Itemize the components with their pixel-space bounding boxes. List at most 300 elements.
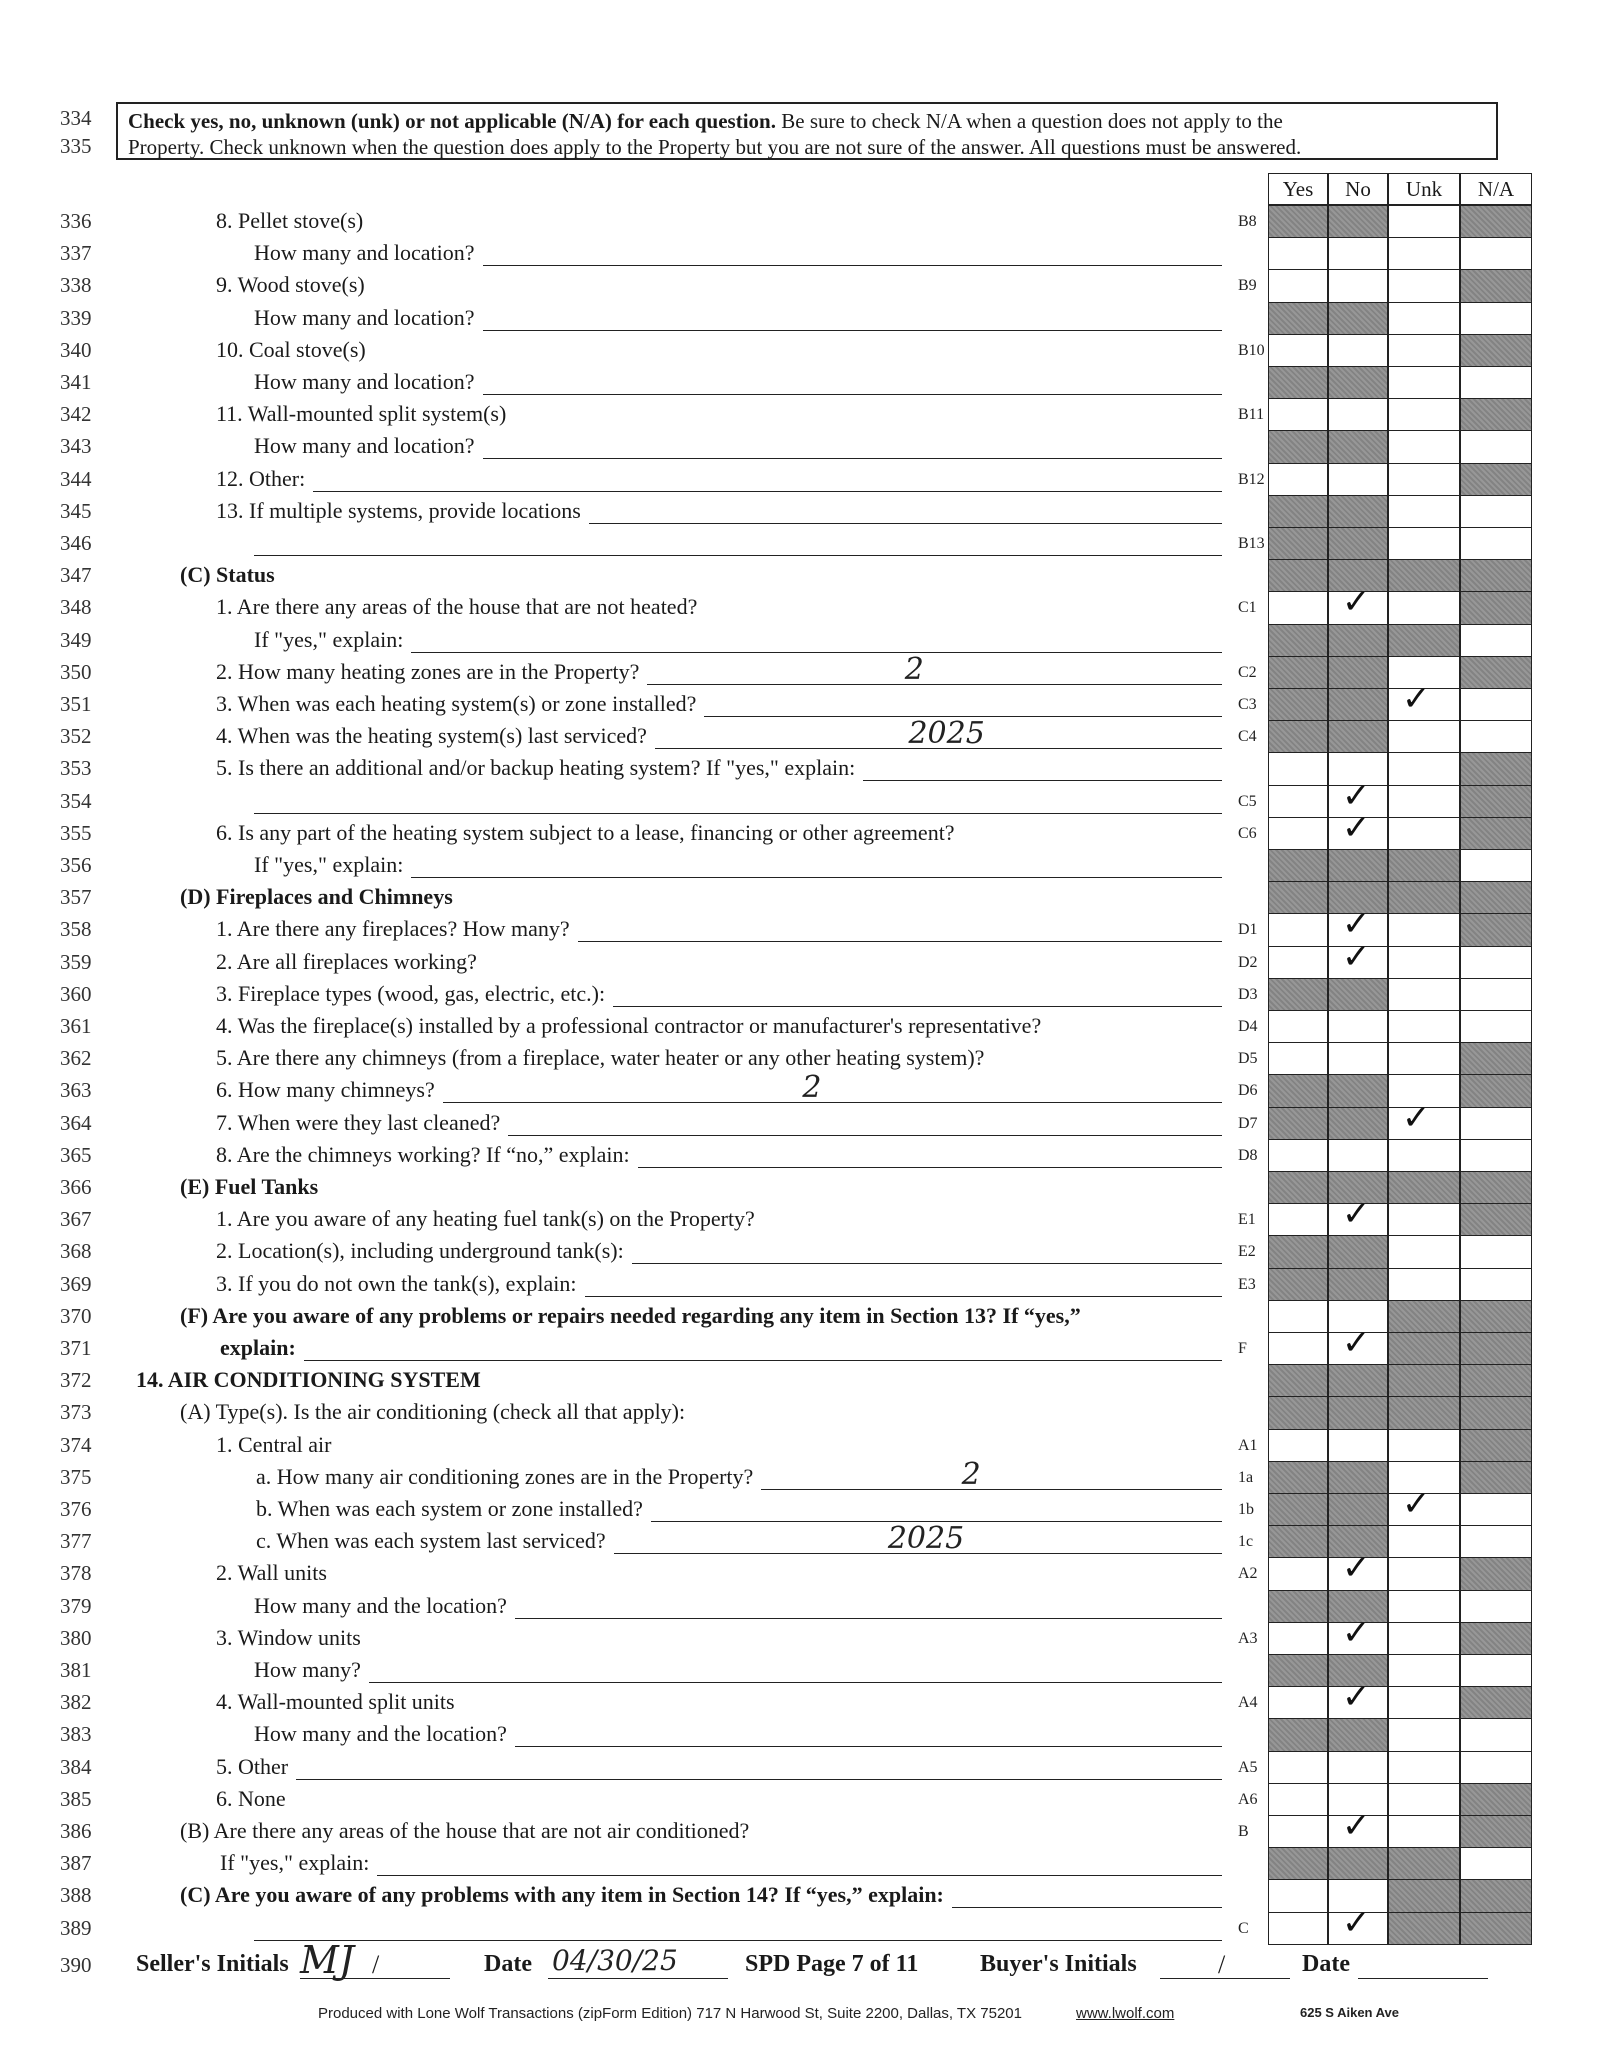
checkbox-unk-373 <box>1388 1396 1460 1429</box>
checkbox-unk-343[interactable] <box>1388 430 1460 463</box>
checkbox-no-362[interactable] <box>1328 1042 1388 1075</box>
checkbox-unk-361[interactable] <box>1388 1010 1460 1043</box>
instructions-rest: Be sure to check N/A when a question does not apply to the <box>776 109 1283 133</box>
item-code: A3 <box>1238 1629 1258 1647</box>
line-number: 383 <box>60 1722 92 1747</box>
checkbox-no-374[interactable] <box>1328 1429 1388 1462</box>
checkbox-yes-342[interactable] <box>1268 398 1328 431</box>
checkbox-unk-369[interactable] <box>1388 1268 1460 1301</box>
checkbox-yes-371[interactable] <box>1268 1332 1328 1365</box>
checkbox-unk-338[interactable] <box>1388 269 1460 302</box>
property-address: 625 S Aiken Ave <box>1300 2005 1399 2020</box>
line-number: 373 <box>60 1400 92 1425</box>
checkbox-na-339[interactable] <box>1460 302 1532 335</box>
checkbox-unk-352[interactable] <box>1388 720 1460 753</box>
checkbox-na-387[interactable] <box>1460 1847 1532 1880</box>
seller-date-line[interactable] <box>548 1978 728 1979</box>
line-number: 369 <box>60 1271 92 1296</box>
checkbox-unk-368[interactable] <box>1388 1235 1460 1268</box>
checkbox-no-346 <box>1328 527 1388 560</box>
checkbox-unk-348[interactable] <box>1388 591 1460 624</box>
line-number: 390 <box>60 1953 92 1977</box>
checkbox-no-360 <box>1328 978 1388 1011</box>
line-number: 357 <box>60 885 92 910</box>
checkbox-unk-344[interactable] <box>1388 463 1460 496</box>
checkbox-yes-375 <box>1268 1461 1328 1494</box>
answer-line[interactable] <box>304 1360 1222 1361</box>
checkbox-na-385 <box>1460 1783 1532 1816</box>
answer-line[interactable] <box>483 330 1222 331</box>
checkbox-yes-389[interactable] <box>1268 1912 1328 1945</box>
checkbox-yes-344[interactable] <box>1268 463 1328 496</box>
checkbox-unk-377[interactable] <box>1388 1525 1460 1558</box>
line-number: 362 <box>60 1046 92 1071</box>
checkbox-yes-380[interactable] <box>1268 1622 1328 1655</box>
item-code: 1a <box>1238 1468 1254 1486</box>
checkbox-yes-354[interactable] <box>1268 785 1328 818</box>
buyer-date-line[interactable] <box>1358 1978 1488 1979</box>
checkbox-na-368[interactable] <box>1460 1235 1532 1268</box>
question-text: If "yes," explain: <box>254 626 404 652</box>
line-number: 355 <box>60 820 92 845</box>
answer-line[interactable] <box>296 1779 1222 1780</box>
question-text: 2. Wall units <box>216 1560 327 1586</box>
item-code: C3 <box>1238 696 1257 713</box>
checkbox-unk-386[interactable] <box>1388 1815 1460 1848</box>
checkbox-yes-337[interactable] <box>1268 237 1328 270</box>
answer-line[interactable] <box>952 1907 1222 1908</box>
checkbox-yes-350 <box>1268 656 1328 689</box>
checkbox-unk-353[interactable] <box>1388 752 1460 785</box>
checkbox-no-344[interactable] <box>1328 463 1388 496</box>
produced-with-text: Produced with Lone Wolf Transactions (zipForm Edition) 717 N Harwood St, Suite 2200, Dallas, TX 75201 <box>318 2005 1022 2022</box>
checkbox-na-346[interactable] <box>1460 527 1532 560</box>
checkbox-na-375 <box>1460 1461 1532 1494</box>
line-number: 338 <box>60 273 92 298</box>
answer-line[interactable] <box>647 684 1222 685</box>
checkbox-yes-355[interactable] <box>1268 817 1328 850</box>
checkbox-yes-358[interactable] <box>1268 913 1328 946</box>
checkbox-yes-374[interactable] <box>1268 1429 1328 1462</box>
answer-line[interactable] <box>863 780 1222 781</box>
checkbox-yes-366 <box>1268 1171 1328 1204</box>
checkbox-na-351[interactable] <box>1460 688 1532 721</box>
checkbox-no-342[interactable] <box>1328 398 1388 431</box>
answer-line[interactable] <box>411 652 1222 653</box>
line-number: 339 <box>60 305 92 330</box>
line-number: 379 <box>60 1593 92 1618</box>
line-number: 384 <box>60 1754 92 1779</box>
checkbox-unk-379[interactable] <box>1388 1590 1460 1623</box>
checkbox-unk-365[interactable] <box>1388 1139 1460 1172</box>
line-number: 368 <box>60 1239 92 1264</box>
item-code: D1 <box>1238 921 1258 939</box>
question-text: (C) Status <box>180 562 275 588</box>
checkbox-na-336 <box>1460 205 1532 238</box>
checkbox-unk-360[interactable] <box>1388 978 1460 1011</box>
handwritten-answer: 2 <box>802 1070 822 1106</box>
question-text: 1. Are there any areas of the house that are not heated? <box>216 594 698 620</box>
item-code: A6 <box>1238 1790 1258 1808</box>
checkbox-unk-349 <box>1388 624 1460 657</box>
line-number: 359 <box>60 949 92 974</box>
question-text: 4. Wall-mounted split units <box>216 1689 455 1715</box>
check-mark-icon: ✓ <box>1402 1097 1431 1138</box>
answer-line[interactable] <box>369 1682 1222 1683</box>
question-text: How many and the location? <box>254 1721 507 1747</box>
item-code: A2 <box>1238 1565 1258 1583</box>
answer-line[interactable] <box>411 877 1222 878</box>
item-code: C5 <box>1238 792 1257 810</box>
line-number: 386 <box>60 1819 92 1843</box>
checkbox-unk-362[interactable] <box>1388 1042 1460 1075</box>
checkbox-na-388 <box>1460 1879 1532 1912</box>
checkbox-no-375 <box>1328 1461 1388 1494</box>
checkbox-na-357 <box>1460 881 1532 914</box>
item-code: C2 <box>1238 663 1257 681</box>
checkbox-yes-339 <box>1268 302 1328 335</box>
check-mark-icon: ✓ <box>1402 1484 1431 1524</box>
checkbox-na-344 <box>1460 463 1532 496</box>
question-text: 9. Wood stove(s) <box>216 272 365 298</box>
check-mark-icon: ✓ <box>1342 1323 1371 1363</box>
answer-line[interactable] <box>638 1167 1222 1168</box>
question-text: 6. None <box>216 1785 286 1811</box>
question-text: 3. If you do not own the tank(s), explain: <box>216 1270 577 1296</box>
buyer-date-label: Date <box>1302 1951 1350 1977</box>
checkbox-na-349[interactable] <box>1460 624 1532 657</box>
checkbox-no-373 <box>1328 1396 1388 1429</box>
checkbox-unk-371 <box>1388 1332 1460 1365</box>
checkbox-unk-336[interactable] <box>1388 205 1460 238</box>
checkbox-na-378 <box>1460 1557 1532 1590</box>
checkbox-unk-341[interactable] <box>1388 366 1460 399</box>
item-code: B9 <box>1238 277 1257 295</box>
checkbox-yes-347 <box>1268 559 1328 592</box>
checkbox-no-368 <box>1328 1235 1388 1268</box>
checkbox-no-372 <box>1328 1364 1388 1397</box>
check-mark-icon: ✓ <box>1402 679 1431 719</box>
question-text: 10. Coal stove(s) <box>216 336 366 362</box>
line-number: 349 <box>60 627 92 652</box>
column-header-na: N/A <box>1460 173 1532 205</box>
checkbox-yes-352 <box>1268 720 1328 753</box>
checkbox-na-384[interactable] <box>1460 1751 1532 1784</box>
seller-date-value: 04/30/25 <box>552 1944 678 1977</box>
handwritten-answer: 2025 <box>887 1521 965 1557</box>
checkbox-unk-374[interactable] <box>1388 1429 1460 1462</box>
answer-line[interactable] <box>483 265 1222 266</box>
line-number: 345 <box>60 498 92 523</box>
checkbox-yes-336 <box>1268 205 1328 238</box>
question-text: 5. Are there any chimneys (from a fireplace, water heater or any other heating system)? <box>216 1045 985 1071</box>
item-code: E1 <box>1238 1211 1256 1229</box>
checkbox-na-381[interactable] <box>1460 1654 1532 1687</box>
checkbox-no-364 <box>1328 1107 1388 1140</box>
question-text: How many and location? <box>254 369 475 394</box>
item-code: B12 <box>1238 470 1265 488</box>
answer-line[interactable] <box>613 1006 1222 1007</box>
checkbox-yes-384[interactable] <box>1268 1751 1328 1784</box>
instructions-box <box>116 102 1498 160</box>
question-text: c. When was each system last serviced? <box>256 1528 606 1554</box>
line-number: 341 <box>60 370 92 394</box>
checkbox-na-365[interactable] <box>1460 1139 1532 1172</box>
checkbox-unk-356 <box>1388 849 1460 882</box>
checkbox-na-380 <box>1460 1622 1532 1655</box>
checkbox-na-363 <box>1460 1074 1532 1107</box>
checkbox-na-364[interactable] <box>1460 1107 1532 1140</box>
column-header-yes: Yes <box>1268 173 1328 205</box>
checkbox-na-345[interactable] <box>1460 495 1532 528</box>
answer-line[interactable] <box>578 941 1222 942</box>
check-mark-icon: ✓ <box>1342 936 1371 977</box>
checkbox-unk-389 <box>1388 1912 1460 1945</box>
checkbox-na-348 <box>1460 591 1532 624</box>
checkbox-na-341[interactable] <box>1460 366 1532 399</box>
check-mark-icon: ✓ <box>1342 904 1371 945</box>
checkbox-na-359[interactable] <box>1460 946 1532 979</box>
question-text: 2. Location(s), including underground tank(s): <box>216 1238 624 1264</box>
checkbox-unk-359[interactable] <box>1388 946 1460 979</box>
line-number: 388 <box>60 1883 92 1908</box>
item-code: A1 <box>1238 1436 1258 1454</box>
checkbox-yes-349 <box>1268 624 1328 657</box>
line-number: 366 <box>60 1175 92 1199</box>
date-label: Date <box>484 1951 532 1977</box>
checkbox-no-338[interactable] <box>1328 269 1388 302</box>
answer-line[interactable] <box>585 1296 1223 1297</box>
checkbox-na-356[interactable] <box>1460 849 1532 882</box>
checkbox-na-377[interactable] <box>1460 1525 1532 1558</box>
checkbox-yes-386[interactable] <box>1268 1815 1328 1848</box>
checkbox-no-384[interactable] <box>1328 1751 1388 1784</box>
checkbox-unk-384[interactable] <box>1388 1751 1460 1784</box>
lwolf-link[interactable]: www.lwolf.com <box>1076 2005 1175 2022</box>
checkbox-no-365[interactable] <box>1328 1139 1388 1172</box>
line-number: 337 <box>60 241 92 266</box>
answer-line[interactable] <box>313 491 1222 492</box>
question-text: How many and location? <box>254 304 475 330</box>
check-mark-icon: ✓ <box>1342 1902 1371 1943</box>
checkbox-unk-383[interactable] <box>1388 1718 1460 1751</box>
item-code: B11 <box>1238 406 1265 424</box>
line-number: 334 <box>60 106 92 130</box>
checkbox-unk-381[interactable] <box>1388 1654 1460 1687</box>
checkbox-no-343 <box>1328 430 1388 463</box>
question-text: (F) Are you aware of any problems or repairs needed regarding any item in Section 13? If “yes,” <box>180 1302 1081 1328</box>
line-number: 361 <box>60 1014 92 1038</box>
answer-line[interactable] <box>254 555 1222 556</box>
checkbox-yes-346 <box>1268 527 1328 560</box>
question-text: 2. How many heating zones are in the Property? <box>216 658 640 684</box>
checkbox-unk-366 <box>1388 1171 1460 1204</box>
checkbox-yes-388[interactable] <box>1268 1879 1328 1912</box>
checkbox-no-349 <box>1328 624 1388 657</box>
checkbox-unk-388 <box>1388 1879 1460 1912</box>
checkbox-na-354 <box>1460 785 1532 818</box>
checkbox-unk-340[interactable] <box>1388 334 1460 367</box>
checkbox-unk-378[interactable] <box>1388 1557 1460 1590</box>
item-code: B13 <box>1238 535 1265 552</box>
checkbox-na-376[interactable] <box>1460 1493 1532 1526</box>
item-code: D6 <box>1238 1082 1258 1100</box>
line-number: 382 <box>60 1690 92 1715</box>
checkbox-yes-385[interactable] <box>1268 1783 1328 1816</box>
answer-line[interactable] <box>632 1263 1222 1264</box>
line-number: 377 <box>60 1529 92 1554</box>
answer-line[interactable] <box>483 394 1222 395</box>
answer-line[interactable] <box>443 1102 1222 1103</box>
checkbox-yes-365[interactable] <box>1268 1139 1328 1172</box>
answer-line[interactable] <box>761 1489 1222 1490</box>
seller-initials-label: Seller's Initials <box>136 1951 289 1977</box>
checkbox-yes-367[interactable] <box>1268 1203 1328 1236</box>
answer-line[interactable] <box>515 1618 1222 1619</box>
checkbox-yes-370[interactable] <box>1268 1300 1328 1333</box>
checkbox-unk-385[interactable] <box>1388 1783 1460 1816</box>
checkbox-yes-376 <box>1268 1493 1328 1526</box>
line-number: 378 <box>60 1561 92 1586</box>
answer-line[interactable] <box>508 1135 1222 1136</box>
checkbox-unk-337[interactable] <box>1388 237 1460 270</box>
checkbox-na-360[interactable] <box>1460 978 1532 1011</box>
checkbox-na-369[interactable] <box>1460 1268 1532 1301</box>
checkbox-unk-358[interactable] <box>1388 913 1460 946</box>
line-number: 389 <box>60 1915 92 1940</box>
checkbox-no-345 <box>1328 495 1388 528</box>
checkbox-unk-345[interactable] <box>1388 495 1460 528</box>
answer-line[interactable] <box>254 813 1222 814</box>
checkbox-yes-345 <box>1268 495 1328 528</box>
checkbox-na-352[interactable] <box>1460 720 1532 753</box>
line-number: 343 <box>60 434 92 459</box>
checkbox-no-351 <box>1328 688 1388 721</box>
checkbox-yes-379 <box>1268 1590 1328 1623</box>
checkbox-na-379[interactable] <box>1460 1590 1532 1623</box>
checkbox-yes-348[interactable] <box>1268 591 1328 624</box>
checkbox-no-336 <box>1328 205 1388 238</box>
question-text: 1. Are you aware of any heating fuel tank(s) on the Property? <box>216 1206 755 1232</box>
question-text: (E) Fuel Tanks <box>180 1174 319 1199</box>
checkbox-yes-353[interactable] <box>1268 752 1328 785</box>
checkbox-no-340[interactable] <box>1328 334 1388 367</box>
question-text: How many? <box>254 1657 361 1682</box>
item-code: C6 <box>1238 824 1257 842</box>
checkbox-yes-359[interactable] <box>1268 946 1328 979</box>
answer-line[interactable] <box>515 1746 1222 1747</box>
question-text: How many and location? <box>254 240 475 266</box>
checkbox-no-387 <box>1328 1847 1388 1880</box>
checkbox-unk-355[interactable] <box>1388 817 1460 850</box>
checkbox-no-350 <box>1328 656 1388 689</box>
checkbox-na-350 <box>1460 656 1532 689</box>
checkbox-na-342 <box>1460 398 1532 431</box>
checkbox-no-361[interactable] <box>1328 1010 1388 1043</box>
answer-line[interactable] <box>483 458 1222 459</box>
question-text: 4. Was the fireplace(s) installed by a professional contractor or manufacturer's representative? <box>216 1013 1042 1038</box>
question-text: 3. Fireplace types (wood, gas, electric, etc.): <box>216 980 606 1006</box>
checkbox-na-383[interactable] <box>1460 1718 1532 1751</box>
checkbox-unk-342[interactable] <box>1388 398 1460 431</box>
checkbox-yes-343 <box>1268 430 1328 463</box>
line-number: 356 <box>60 853 92 877</box>
check-mark-icon: ✓ <box>1342 807 1371 848</box>
checkbox-yes-361[interactable] <box>1268 1010 1328 1043</box>
checkbox-yes-378[interactable] <box>1268 1557 1328 1590</box>
handwritten-answer: 2 <box>904 651 924 687</box>
checkbox-na-361[interactable] <box>1460 1010 1532 1043</box>
checkbox-unk-354[interactable] <box>1388 785 1460 818</box>
instructions-bold: Check yes, no, unknown (unk) or not applicable (N/A) for each question. <box>128 109 776 133</box>
checkbox-na-358 <box>1460 913 1532 946</box>
check-mark-icon: ✓ <box>1342 1548 1371 1589</box>
line-number: 347 <box>60 563 92 588</box>
checkbox-na-371 <box>1460 1332 1532 1365</box>
checkbox-yes-364 <box>1268 1107 1328 1140</box>
checkbox-na-373 <box>1460 1396 1532 1429</box>
checkbox-na-386 <box>1460 1815 1532 1848</box>
question-text: 8. Pellet stove(s) <box>216 208 364 233</box>
question-text: 6. Is any part of the heating system subject to a lease, financing or other agreement? <box>216 819 955 845</box>
checkbox-yes-340[interactable] <box>1268 334 1328 367</box>
question-text: How many and location? <box>254 433 475 459</box>
checkbox-na-343[interactable] <box>1460 430 1532 463</box>
question-text: 6. How many chimneys? <box>216 1077 435 1103</box>
seller-initials-slash: / <box>372 1950 380 1979</box>
checkbox-yes-357 <box>1268 881 1328 914</box>
check-mark-icon: ✓ <box>1342 1677 1371 1718</box>
checkbox-unk-367[interactable] <box>1388 1203 1460 1236</box>
checkbox-na-353 <box>1460 752 1532 785</box>
checkbox-yes-362[interactable] <box>1268 1042 1328 1075</box>
checkbox-yes-383 <box>1268 1718 1328 1751</box>
checkbox-yes-377 <box>1268 1525 1328 1558</box>
checkbox-yes-338[interactable] <box>1268 269 1328 302</box>
answer-line[interactable] <box>589 523 1222 524</box>
line-number: 365 <box>60 1142 92 1167</box>
question-text: explain: <box>220 1335 296 1360</box>
question-text: If "yes," explain: <box>220 1850 370 1876</box>
checkbox-unk-347 <box>1388 559 1460 592</box>
checkbox-yes-363 <box>1268 1074 1328 1107</box>
answer-line[interactable] <box>377 1875 1222 1876</box>
question-text: (A) Type(s). Is the air conditioning (check all that apply): <box>180 1399 686 1425</box>
line-number: 374 <box>60 1432 92 1457</box>
question-text: 5. Is there an additional and/or backup heating system? If "yes," explain: <box>216 755 856 781</box>
line-number: 340 <box>60 337 92 362</box>
answer-line[interactable] <box>254 1940 1222 1941</box>
checkbox-no-337[interactable] <box>1328 237 1388 270</box>
item-code: B8 <box>1238 213 1257 230</box>
instructions-line-2: Property. Check unknown when the question does apply to the Property but you are not sure of the answer. All questions must be answered. <box>128 135 1302 159</box>
item-code: F <box>1238 1340 1247 1357</box>
seller-initials-signature: MJ <box>300 1938 355 1982</box>
checkbox-unk-370 <box>1388 1300 1460 1333</box>
item-code: C1 <box>1238 599 1257 617</box>
checkbox-yes-382[interactable] <box>1268 1686 1328 1719</box>
checkbox-unk-346[interactable] <box>1388 527 1460 560</box>
item-code: D5 <box>1238 1050 1258 1068</box>
checkbox-yes-341 <box>1268 366 1328 399</box>
line-number: 376 <box>60 1497 92 1521</box>
checkbox-unk-380[interactable] <box>1388 1622 1460 1655</box>
checkbox-unk-339[interactable] <box>1388 302 1460 335</box>
checkbox-no-363 <box>1328 1074 1388 1107</box>
checkbox-na-337[interactable] <box>1460 237 1532 270</box>
line-number: 353 <box>60 756 92 781</box>
checkbox-unk-382[interactable] <box>1388 1686 1460 1719</box>
